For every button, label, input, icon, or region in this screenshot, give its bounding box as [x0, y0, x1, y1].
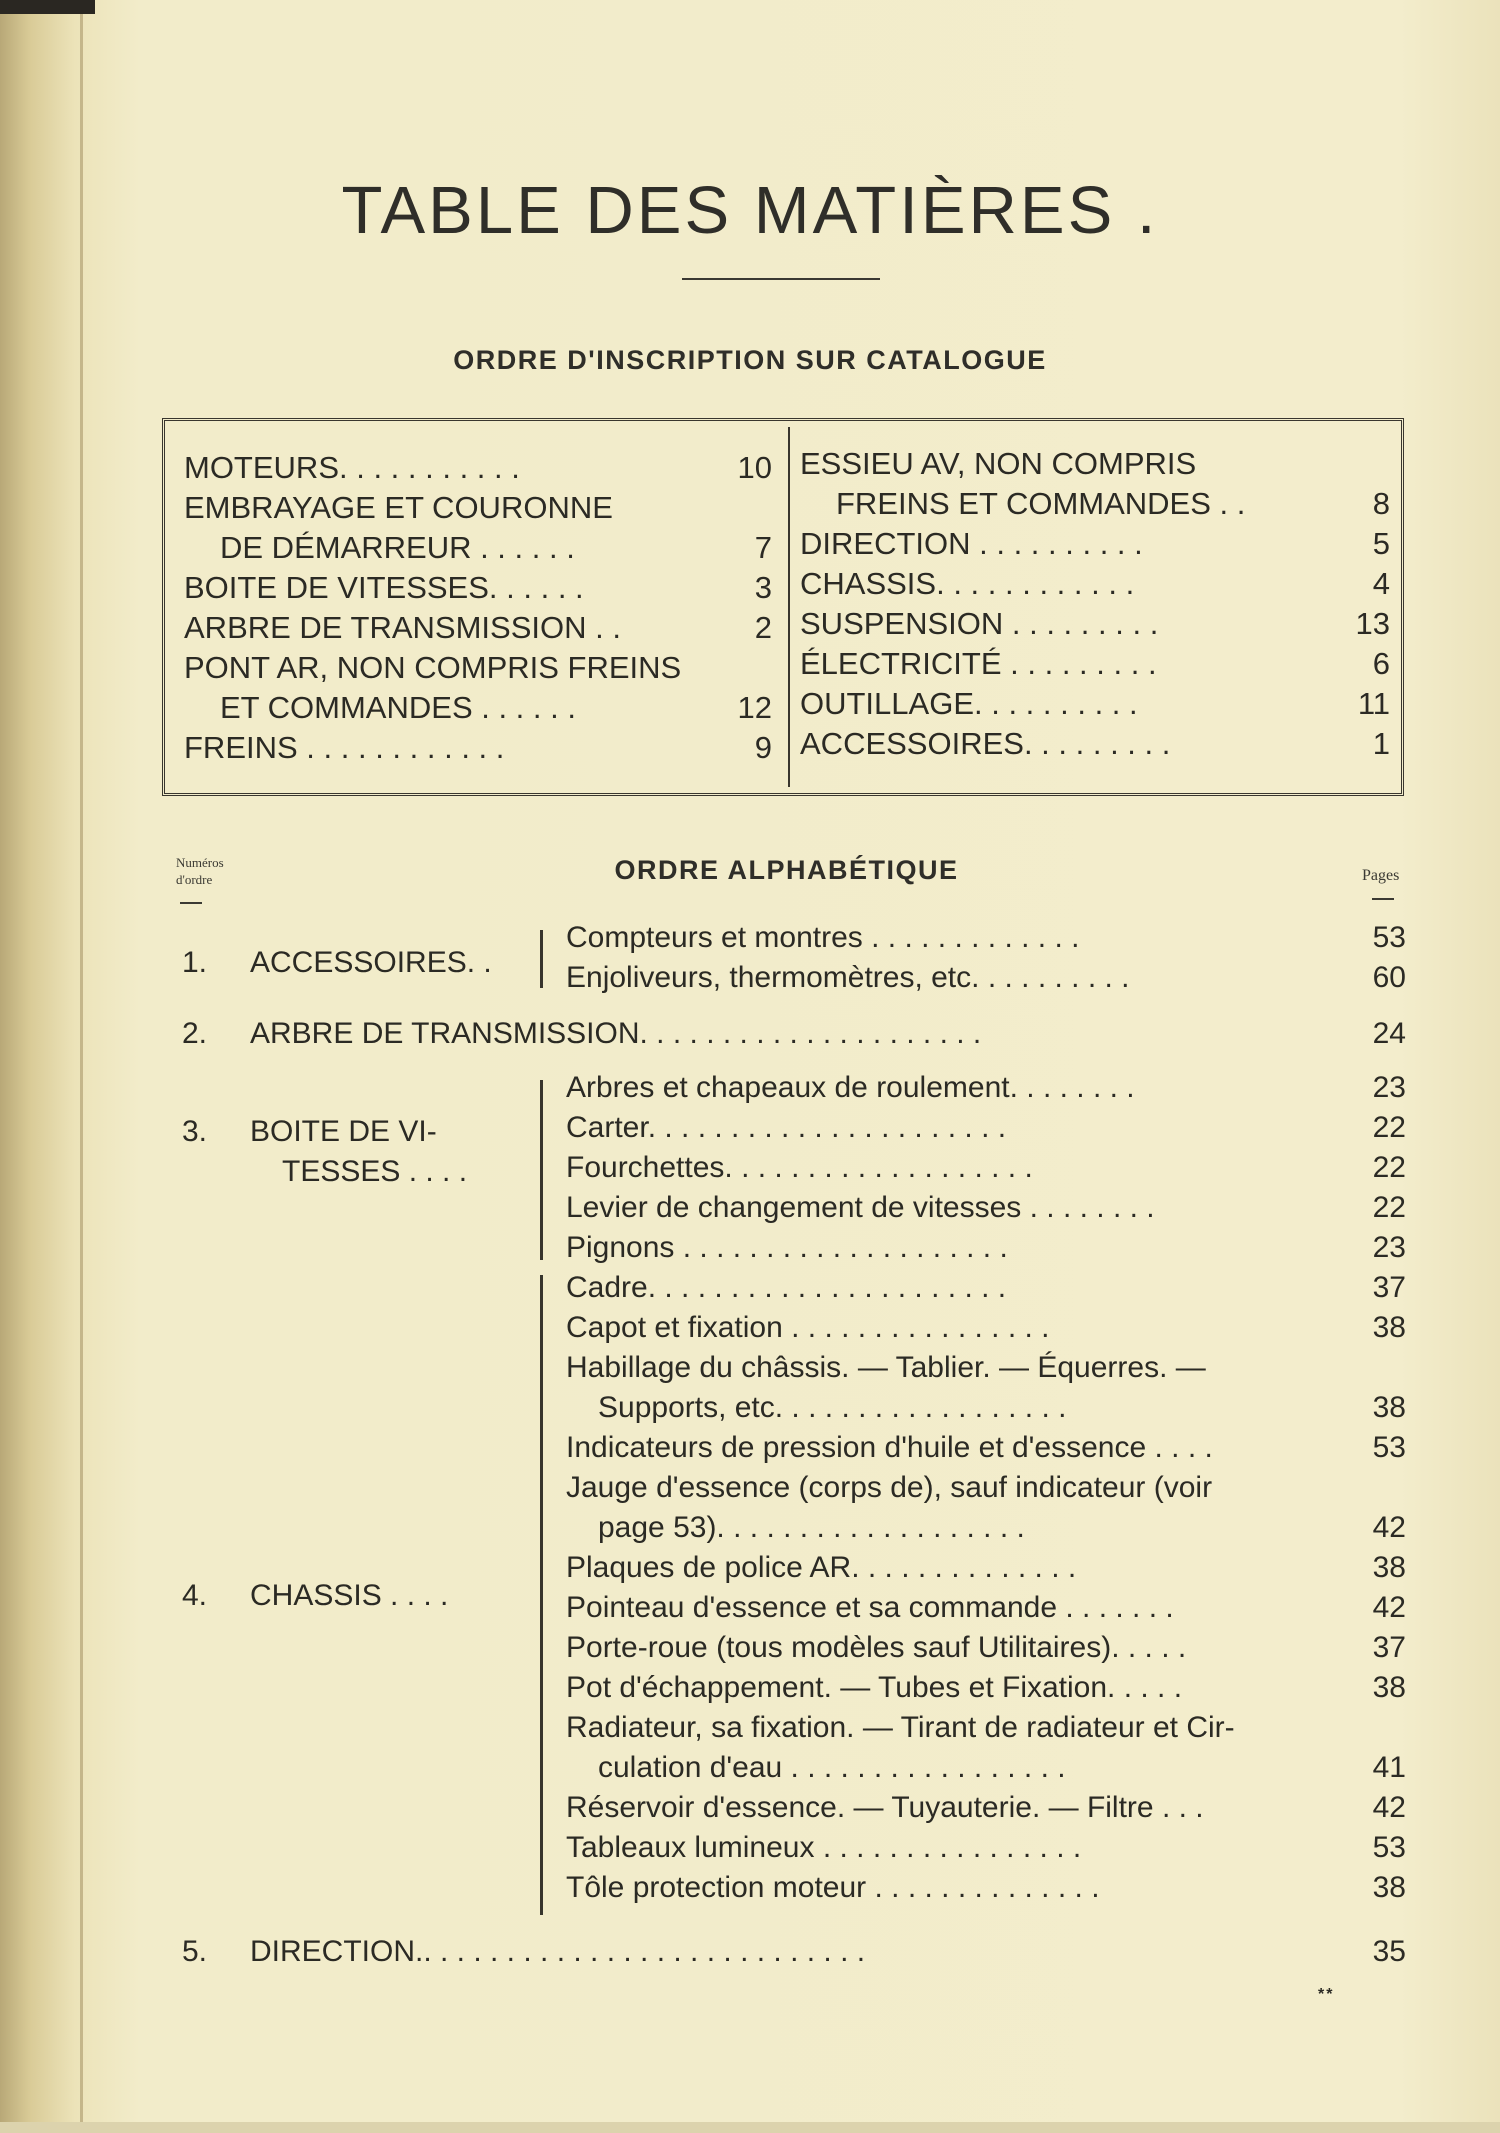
index-entry: Levier de changement de vitesses . . . . . . . . 22 — [566, 1191, 1406, 1224]
order-number-column-label: Numéros — [176, 855, 224, 870]
group-number: 4. — [182, 1579, 208, 1612]
catalogue-item: FREINS . . . . . . . . . . . . 9 — [184, 730, 772, 765]
catalogue-item: ÉLECTRICITÉ . . . . . . . . . 6 — [800, 646, 1390, 681]
index-entry: Pointeau d'essence et sa commande . . . . . . . 42 — [566, 1591, 1406, 1624]
alphabetical-order-heading: ORDRE ALPHABÉTIQUE — [614, 855, 959, 885]
catalogue-item: OUTILLAGE. . . . . . . . . . 11 — [800, 686, 1390, 721]
index-entry: Supports, etc. . . . . . . . . . . . . . . . . . 38 — [598, 1391, 1406, 1424]
index-entry: Jauge d'essence (corps de), sauf indicateur (voir — [566, 1471, 1213, 1504]
pages-column-label: Pages — [1362, 867, 1400, 884]
group-name: ARBRE DE TRANSMISSION. . . . . . . . . . . . . . . . . . . . . 24 — [250, 1017, 1406, 1050]
group-name: TESSES . . . . — [282, 1155, 468, 1188]
index-entry: Tôle protection moteur . . . . . . . . . . . . . . 38 — [566, 1871, 1406, 1904]
index-entry: culation d'eau . . . . . . . . . . . . . . . . . 41 — [598, 1751, 1406, 1784]
index-entry: Indicateurs de pression d'huile et d'essence . . . . 53 — [566, 1431, 1406, 1464]
catalogue-item: SUSPENSION . . . . . . . . . 13 — [800, 606, 1390, 641]
group-number: 3. — [182, 1115, 208, 1148]
index-entry: Compteurs et montres . . . . . . . . . . . . . 53 — [566, 921, 1406, 954]
index-entry: Plaques de police AR. . . . . . . . . . . . . . 38 — [566, 1551, 1406, 1584]
catalogue-item: FREINS ET COMMANDES . . 8 — [836, 486, 1390, 521]
brace — [540, 930, 543, 988]
catalogue-item: BOITE DE VITESSES. . . . . . 3 — [184, 570, 772, 605]
index-entry: Pot d'échappement. — Tubes et Fixation. . . . . 38 — [566, 1671, 1406, 1704]
catalogue-item: ARBRE DE TRANSMISSION . . 2 — [184, 610, 772, 645]
catalogue-item: ESSIEU AV, NON COMPRIS — [800, 446, 1197, 481]
binding-edge — [0, 0, 95, 14]
index-entry: page 53). . . . . . . . . . . . . . . . . . . 42 — [598, 1511, 1406, 1544]
column-rule — [180, 902, 202, 904]
catalogue-item: PONT AR, NON COMPRIS FREINS — [184, 650, 682, 685]
catalogue-item: ACCESSOIRES. . . . . . . . . 1 — [800, 726, 1390, 761]
title-rule — [682, 278, 880, 280]
group-number: 2. — [182, 1017, 208, 1050]
index-entry: Habillage du châssis. — Tablier. — Équerres. — — [566, 1351, 1206, 1384]
index-entry: Réservoir d'essence. — Tuyauterie. — Filtre . . . 42 — [566, 1791, 1406, 1824]
index-entry: Capot et fixation . . . . . . . . . . . . . . . . 38 — [566, 1311, 1406, 1344]
catalogue-item: DIRECTION . . . . . . . . . . 5 — [800, 526, 1390, 561]
catalogue-item: ET COMMANDES . . . . . . 12 — [220, 690, 772, 725]
index-entry: Porte-roue (tous modèles sauf Utilitaires). . . . . 37 — [566, 1631, 1406, 1664]
catalogue-item: MOTEURS. . . . . . . . . . . 10 — [184, 450, 772, 485]
index-entry: Arbres et chapeaux de roulement. . . . . . . . 23 — [566, 1071, 1406, 1104]
index-entry: Tableaux lumineux . . . . . . . . . . . . . . . . 53 — [566, 1831, 1406, 1864]
group-name: BOITE DE VI- — [250, 1115, 437, 1148]
page-bottom-edge — [0, 2122, 1500, 2133]
catalogue-item: EMBRAYAGE ET COURONNE — [184, 490, 613, 525]
catalogue-item: CHASSIS. . . . . . . . . . . . 4 — [800, 566, 1390, 601]
group-number: 5. — [182, 1935, 208, 1968]
group-name: DIRECTION.. . . . . . . . . . . . . . . . . . . . . . . . . . . 35 — [250, 1935, 1406, 1968]
group-number: 1. — [182, 946, 208, 979]
signature-mark: ** — [1318, 1986, 1335, 2003]
column-rule — [1372, 898, 1394, 900]
index-entry: Carter. . . . . . . . . . . . . . . . . . . . . . 22 — [566, 1111, 1406, 1144]
catalogue-order-heading: ORDRE D'INSCRIPTION SUR CATALOGUE — [453, 345, 1047, 375]
brace — [540, 1275, 543, 1915]
page-title: TABLE DES MATIÈRES . — [341, 173, 1159, 248]
index-entry: Enjoliveurs, thermomètres, etc. . . . . . . . . . 60 — [566, 961, 1406, 994]
group-name: ACCESSOIRES. . — [250, 946, 492, 979]
group-name: CHASSIS . . . . — [250, 1579, 449, 1612]
index-entry: Radiateur, sa fixation. — Tirant de radiateur et Cir- — [566, 1711, 1235, 1744]
index-entry: Cadre. . . . . . . . . . . . . . . . . . . . . . 37 — [566, 1271, 1406, 1304]
order-number-column-label: d'ordre — [176, 872, 213, 887]
catalogue-item: DE DÉMARREUR . . . . . . 7 — [220, 530, 772, 565]
index-entry: Pignons . . . . . . . . . . . . . . . . . . . . 23 — [566, 1231, 1406, 1264]
brace — [540, 1080, 543, 1260]
gutter-shadow — [80, 14, 83, 2124]
index-entry: Fourchettes. . . . . . . . . . . . . . . . . . . 22 — [566, 1151, 1406, 1184]
